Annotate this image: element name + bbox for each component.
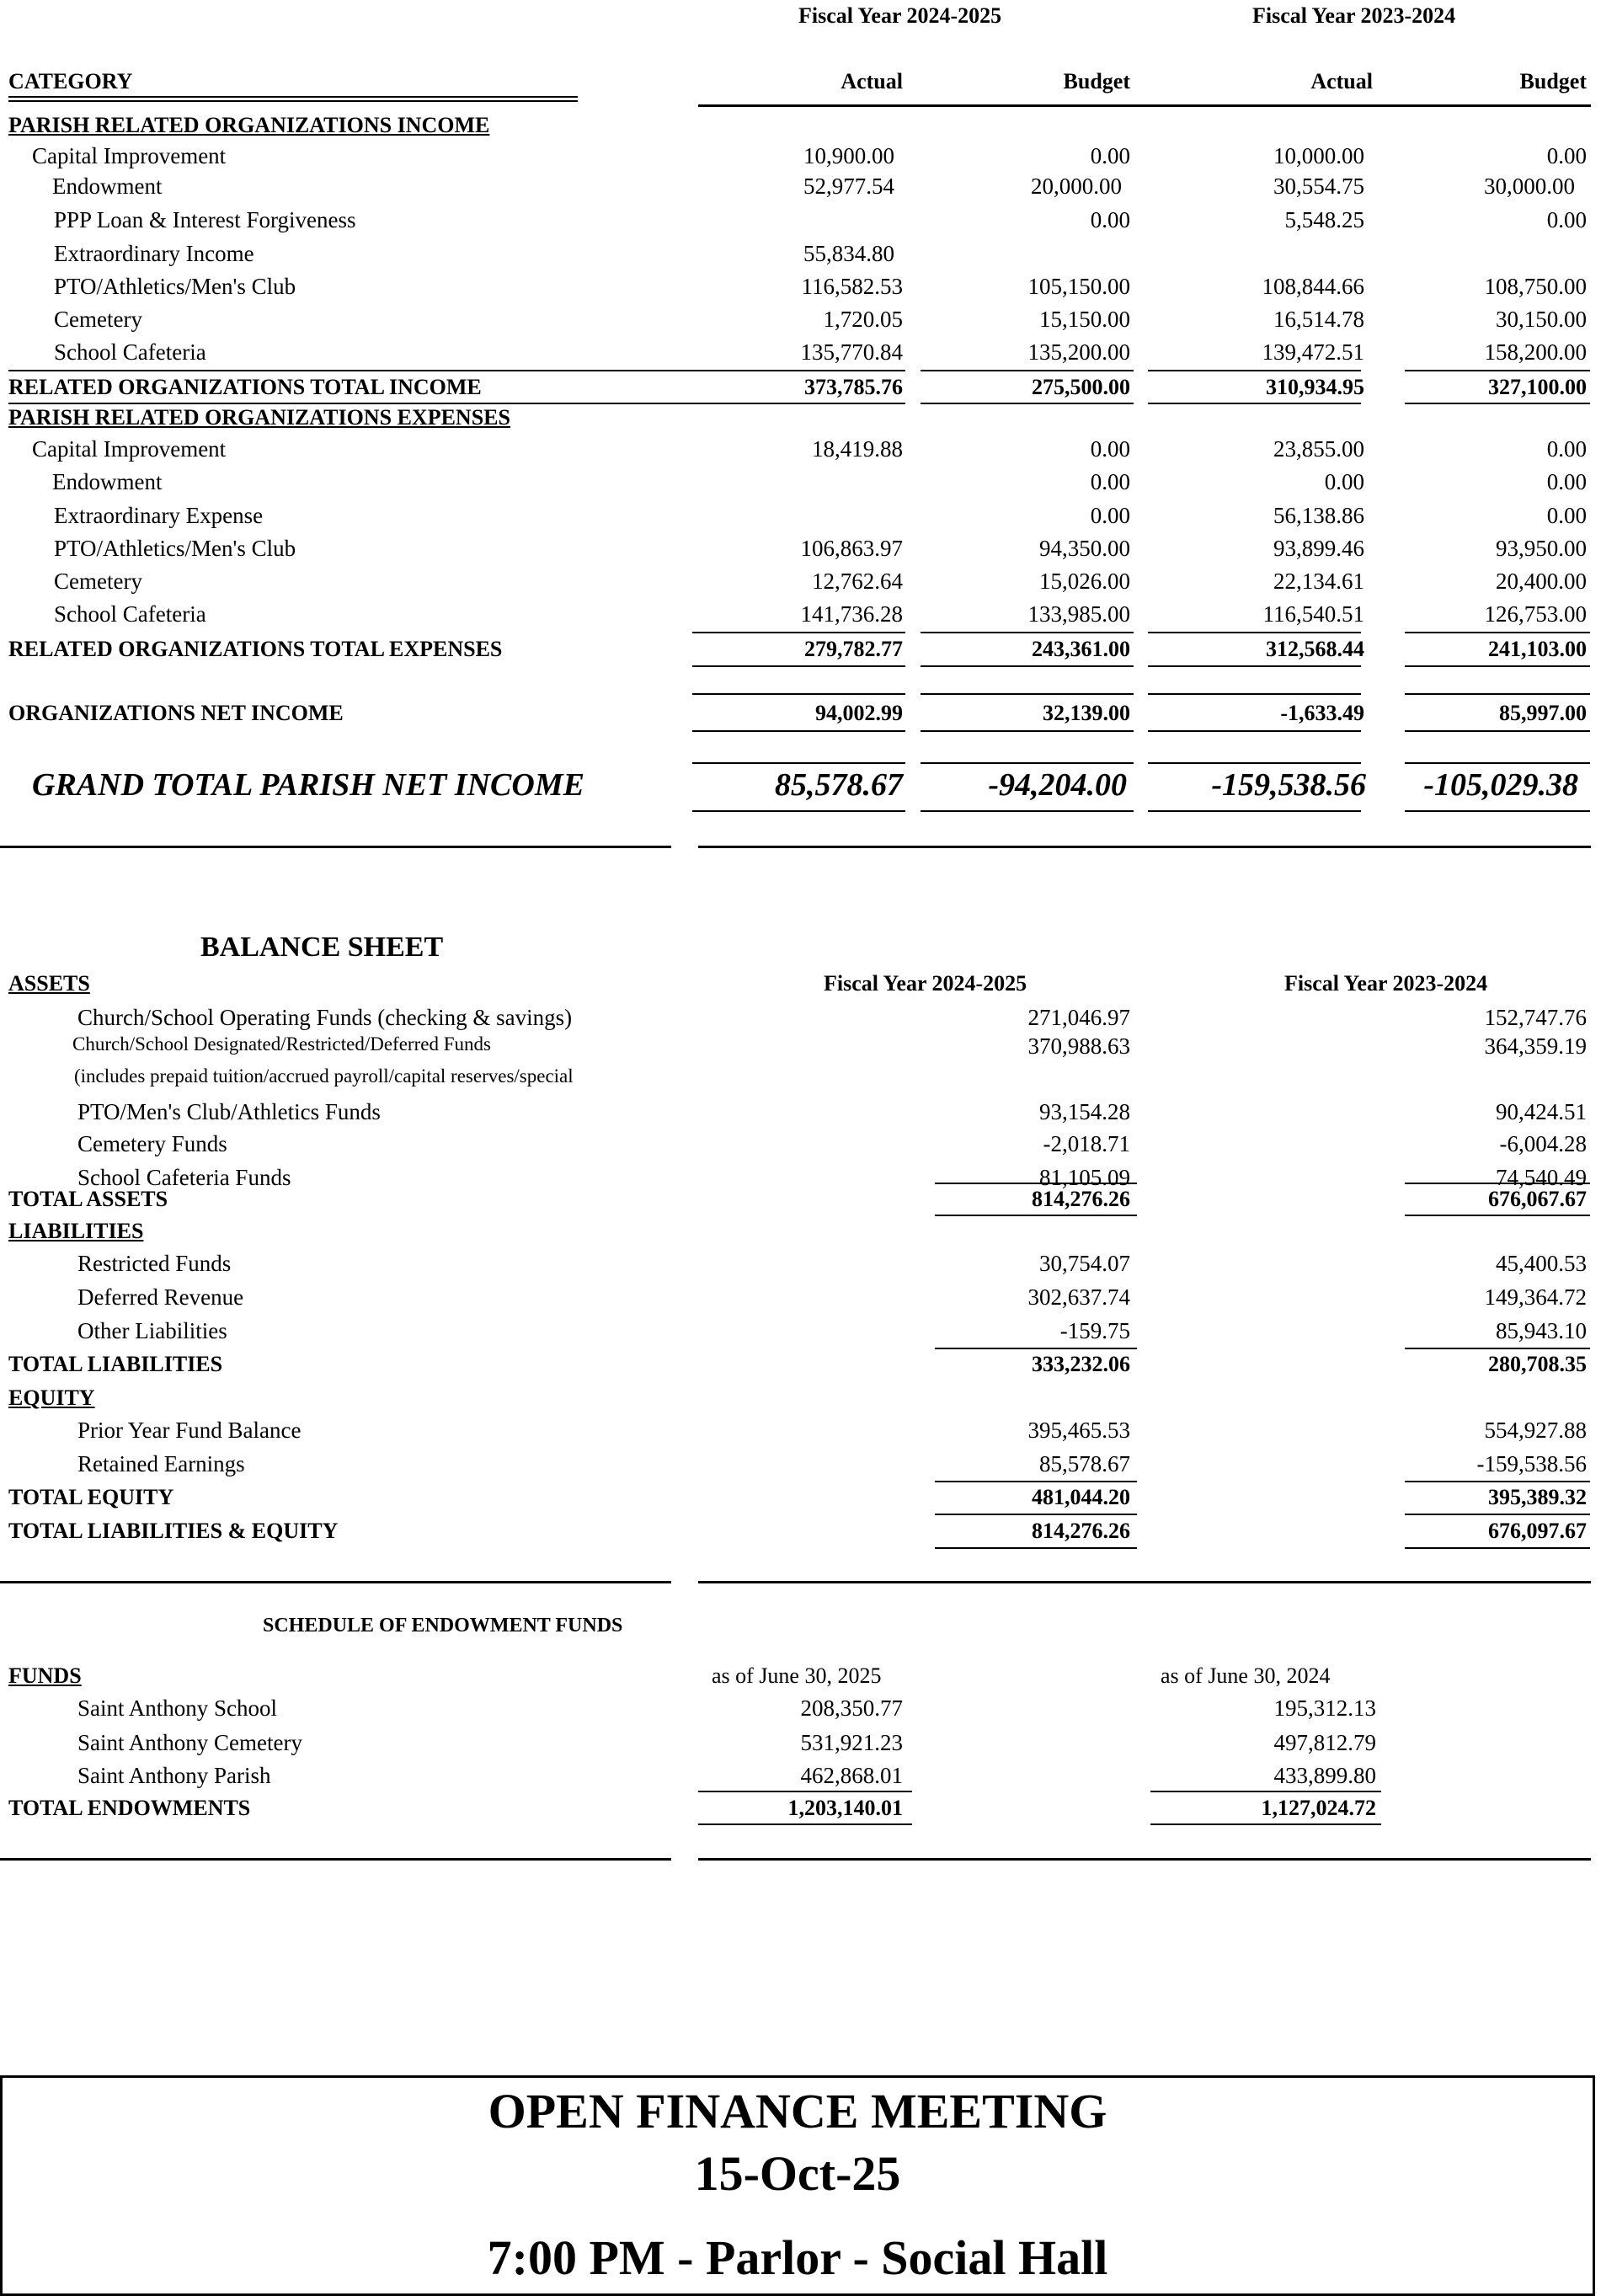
- actual-2024: 116,540.51: [1262, 601, 1364, 627]
- total-assets-label: TOTAL ASSETS: [8, 1187, 168, 1211]
- income-total-rule-3: [1148, 370, 1361, 371]
- actual-2025-header: Actual: [841, 69, 903, 93]
- total-le-2025: 814,276.26: [1032, 1519, 1130, 1543]
- endow-total-rule-2: [1150, 1791, 1381, 1792]
- value-2024: 74,540.49: [1496, 1165, 1587, 1190]
- header-rule: [698, 104, 1591, 107]
- actual-2024: 139,472.51: [1262, 339, 1364, 365]
- total-endow-2024: 1,127,024.72: [1261, 1796, 1376, 1820]
- grand-rule-bottom-1: [692, 810, 905, 812]
- expense-total-bottom-3: [1148, 665, 1361, 667]
- grand-actual-2024: -159,538.56: [1211, 767, 1366, 803]
- grand-rule-bottom-2: [921, 810, 1134, 812]
- value-2024: 554,927.88: [1484, 1418, 1587, 1443]
- value-2025: 271,046.97: [1027, 1005, 1130, 1030]
- expense-total-rule-3: [1148, 632, 1361, 633]
- value-2025: 93,154.28: [1039, 1099, 1130, 1124]
- total-endowments-label: TOTAL ENDOWMENTS: [8, 1796, 251, 1820]
- row-label: Restricted Funds: [77, 1251, 232, 1276]
- row-label: Saint Anthony Cemetery: [77, 1730, 302, 1755]
- net-actual-2024: -1,633.49: [1280, 701, 1364, 725]
- net-income-label: ORGANIZATIONS NET INCOME: [8, 701, 344, 725]
- row-label: (includes prepaid tuition/accrued payroll/capital reserves/special: [74, 1065, 574, 1087]
- income-total-rule-2: [921, 370, 1134, 371]
- expense-total-actual-2025: 279,782.77: [804, 637, 903, 661]
- total-equity-label: TOTAL EQUITY: [8, 1485, 174, 1509]
- budget-2025: 135,200.00: [1027, 339, 1130, 365]
- le-total-bottom-1: [935, 1547, 1137, 1549]
- assets-total-rule-1: [935, 1183, 1137, 1184]
- budget-2024: 108,750.00: [1484, 274, 1587, 299]
- value-2025: 395,465.53: [1027, 1418, 1130, 1443]
- income-total-bottom-label: [8, 403, 699, 404]
- value-2024: 85,943.10: [1496, 1318, 1587, 1343]
- actual-2024: 108,844.66: [1262, 274, 1364, 299]
- expenses-section-title: PARISH RELATED ORGANIZATIONS EXPENSES: [8, 405, 510, 430]
- total-equity-2025: 481,044.20: [1032, 1485, 1130, 1509]
- row-label: Capital Improvement: [32, 436, 227, 462]
- value-2024: 497,812.79: [1273, 1730, 1376, 1755]
- income-total-budget-2025: 275,500.00: [1032, 375, 1130, 399]
- budget-2025: 15,026.00: [1039, 569, 1130, 594]
- equity-title: EQUITY: [8, 1386, 95, 1410]
- liabilities-title: LIABILITIES: [8, 1219, 144, 1243]
- row-label: School Cafeteria: [54, 601, 206, 627]
- grand-rule-top-4: [1405, 762, 1590, 764]
- row-label: PTO/Athletics/Men's Club: [54, 536, 296, 561]
- net-rule-bottom-4: [1405, 730, 1590, 732]
- balance-sheet-title: BALANCE SHEET: [200, 932, 444, 963]
- net-actual-2025: 94,002.99: [815, 701, 903, 725]
- budget-2025: 0.00: [1090, 207, 1130, 232]
- expense-total-bottom-1: [692, 665, 905, 667]
- total-liabilities-label: TOTAL LIABILITIES: [8, 1352, 223, 1376]
- actual-2024: 30,554.75: [1273, 174, 1364, 199]
- row-label: Cemetery Funds: [77, 1131, 227, 1156]
- total-endow-2025: 1,203,140.01: [787, 1796, 903, 1820]
- total-liabilities-2025: 333,232.06: [1032, 1352, 1130, 1376]
- budget-2024: 0.00: [1546, 503, 1587, 528]
- value-2025: 208,350.77: [800, 1695, 903, 1721]
- endow-total-rule-1: [698, 1791, 912, 1792]
- assets-total-rule-2: [1405, 1183, 1590, 1184]
- liab-total-rule-2: [1405, 1348, 1590, 1349]
- value-2024: 45,400.53: [1496, 1251, 1587, 1276]
- value-2024: 149,364.72: [1484, 1284, 1587, 1310]
- budget-2025: 15,150.00: [1039, 307, 1130, 332]
- grand-budget-2024: -105,029.38: [1423, 767, 1578, 803]
- budget-2024: 126,753.00: [1484, 601, 1587, 627]
- expense-total-rule-1: [692, 632, 905, 633]
- row-label: Extraordinary Income: [54, 241, 254, 266]
- endow-total-bottom-2: [1150, 1823, 1381, 1825]
- endow-col-2025: as of June 30, 2025: [712, 1663, 882, 1688]
- value-2024: 152,747.76: [1484, 1005, 1587, 1030]
- actual-2025: 135,770.84: [800, 339, 903, 365]
- value-2024: 433,899.80: [1273, 1763, 1376, 1788]
- budget-2025: 0.00: [1090, 143, 1130, 168]
- value-2024: -6,004.28: [1499, 1131, 1587, 1156]
- row-label: PTO/Athletics/Men's Club: [54, 274, 296, 299]
- fy-2023-2024-header: Fiscal Year 2023-2024: [1252, 3, 1456, 28]
- value-2025: -159.75: [1059, 1318, 1130, 1343]
- budget-2025: 105,150.00: [1027, 274, 1130, 299]
- income-total-actual-2024: 310,934.95: [1266, 375, 1364, 399]
- meeting-title: OPEN FINANCE MEETING: [488, 2084, 1107, 2138]
- actual-2025: 55,834.80: [803, 241, 894, 266]
- le-total-rule-1: [935, 1514, 1137, 1515]
- grand-rule-top-3: [1148, 762, 1361, 764]
- net-rule-top-3: [1148, 693, 1361, 695]
- income-total-rule-4: [1405, 370, 1590, 371]
- row-label: School Cafeteria: [54, 339, 206, 365]
- budget-2024: 158,200.00: [1484, 339, 1587, 365]
- meeting-time-location: 7:00 PM - Parlor - Social Hall: [487, 2230, 1108, 2285]
- budget-2024: 0.00: [1546, 436, 1587, 462]
- expense-total-budget-2024: 241,103.00: [1488, 637, 1587, 661]
- actual-2025: 12,762.64: [812, 569, 903, 594]
- actual-2024: 0.00: [1324, 469, 1364, 494]
- actual-2025: 106,863.97: [800, 536, 903, 561]
- actual-2025: 116,582.53: [801, 274, 903, 299]
- income-total-actual-2025: 373,785.76: [804, 375, 903, 399]
- budget-2025: 133,985.00: [1027, 601, 1130, 627]
- grand-total-label: GRAND TOTAL PARISH NET INCOME: [32, 767, 584, 803]
- row-label: Church/School Designated/Restricted/Deferred Funds: [72, 1033, 491, 1055]
- row-label: Other Liabilities: [77, 1318, 227, 1343]
- total-le-2024: 676,097.67: [1488, 1519, 1587, 1543]
- row-label: PTO/Men's Club/Athletics Funds: [77, 1099, 381, 1124]
- budget-2024: 0.00: [1546, 469, 1587, 494]
- grand-actual-2025: 85,578.67: [775, 767, 903, 803]
- row-label: Extraordinary Expense: [54, 503, 264, 528]
- net-budget-2024: 85,997.00: [1499, 701, 1587, 725]
- row-label: Deferred Revenue: [77, 1284, 244, 1310]
- income-total-budget-2024: 327,100.00: [1488, 375, 1587, 399]
- equity-total-rule-2: [1405, 1481, 1590, 1482]
- actual-2024: 5,548.25: [1284, 207, 1364, 232]
- net-rule-bottom-1: [692, 730, 905, 732]
- funds-label: FUNDS: [8, 1663, 82, 1688]
- value-2025: 531,921.23: [800, 1730, 903, 1755]
- row-label: Prior Year Fund Balance: [77, 1418, 302, 1443]
- value-2025: 30,754.07: [1039, 1251, 1130, 1276]
- value-2024: 364,359.19: [1484, 1033, 1587, 1059]
- grand-rule-bottom-4: [1405, 810, 1590, 812]
- assets-total-bottom-2: [1405, 1215, 1590, 1216]
- endow-total-bottom-1: [698, 1823, 912, 1825]
- budget-2024: 20,400.00: [1496, 569, 1587, 594]
- value-2025: 85,578.67: [1039, 1451, 1130, 1476]
- actual-2024: 10,000.00: [1273, 143, 1364, 168]
- grand-rule-bottom-3: [1148, 810, 1361, 812]
- value-2025: 462,868.01: [800, 1763, 903, 1788]
- liab-total-rule-1: [935, 1348, 1137, 1349]
- category-underline-1: [8, 96, 578, 98]
- income-total-label: RELATED ORGANIZATIONS TOTAL INCOME: [8, 375, 482, 399]
- endow-col-2024: as of June 30, 2024: [1161, 1663, 1331, 1688]
- total-assets-2025: 814,276.26: [1032, 1187, 1130, 1211]
- grand-rule-top-2: [921, 762, 1134, 764]
- le-total-bottom-2: [1405, 1547, 1590, 1549]
- budget-2024: 93,950.00: [1496, 536, 1587, 561]
- budget-2024: 30,150.00: [1496, 307, 1587, 332]
- endow-divider-right: [698, 1858, 1591, 1861]
- budget-2025: 94,350.00: [1039, 536, 1130, 561]
- le-total-rule-2: [1405, 1514, 1590, 1515]
- budget-2024-header: Budget: [1519, 69, 1587, 93]
- value-2025: 302,637.74: [1027, 1284, 1130, 1310]
- value-2025: 81,105.09: [1039, 1165, 1130, 1190]
- actual-2025: 52,977.54: [803, 174, 894, 199]
- grand-rule-top-1: [692, 762, 905, 764]
- budget-2024: 0.00: [1546, 143, 1587, 168]
- income-total-rule-1: [692, 370, 905, 371]
- category-underline-2: [8, 100, 578, 102]
- row-label: Endowment: [52, 174, 163, 199]
- category-header: CATEGORY: [8, 69, 133, 93]
- balance-divider-right: [698, 1581, 1591, 1583]
- finance-meeting-box: [0, 2075, 1595, 2296]
- net-rule-top-4: [1405, 693, 1590, 695]
- balance-divider-left: [0, 1581, 671, 1583]
- budget-2025-header: Budget: [1063, 69, 1130, 93]
- actual-2024-header: Actual: [1310, 69, 1373, 93]
- equity-total-rule-1: [935, 1481, 1137, 1482]
- actual-2024: 22,134.61: [1273, 569, 1364, 594]
- actual-2024: 23,855.00: [1273, 436, 1364, 462]
- section-divider-left: [0, 846, 671, 848]
- budget-2025: 0.00: [1090, 503, 1130, 528]
- net-rule-top-1: [692, 693, 905, 695]
- income-section-title: PARISH RELATED ORGANIZATIONS INCOME: [8, 113, 490, 137]
- expense-total-rule-4: [1405, 632, 1590, 633]
- row-label: Cemetery: [54, 569, 142, 594]
- net-budget-2025: 32,139.00: [1043, 701, 1130, 725]
- row-label: Saint Anthony Parish: [77, 1763, 271, 1788]
- assets-total-bottom-1: [935, 1215, 1137, 1216]
- income-total-rule-label: [8, 370, 699, 371]
- row-label: Capital Improvement: [32, 143, 227, 168]
- endowment-title: SCHEDULE OF ENDOWMENT FUNDS: [263, 1615, 623, 1637]
- section-divider-right: [698, 846, 1591, 848]
- fy-2024-2025-header: Fiscal Year 2024-2025: [798, 3, 1002, 28]
- net-rule-bottom-3: [1148, 730, 1361, 732]
- row-label: PPP Loan & Interest Forgiveness: [54, 207, 356, 232]
- income-total-bottom-2: [921, 403, 1134, 404]
- value-2025: 370,988.63: [1027, 1033, 1130, 1059]
- actual-2024: 93,899.46: [1273, 536, 1364, 561]
- grand-budget-2025: -94,204.00: [988, 767, 1127, 803]
- value-2024: 195,312.13: [1273, 1695, 1376, 1721]
- income-total-bottom-3: [1148, 403, 1361, 404]
- budget-2025: 20,000.00: [1031, 174, 1122, 199]
- expense-total-label: RELATED ORGANIZATIONS TOTAL EXPENSES: [8, 637, 503, 661]
- expense-total-rule-2: [921, 632, 1134, 633]
- value-2024: 90,424.51: [1496, 1099, 1587, 1124]
- expense-total-budget-2025: 243,361.00: [1032, 637, 1130, 661]
- row-label: Endowment: [52, 469, 163, 494]
- actual-2025: 1,720.05: [823, 307, 903, 332]
- expense-total-bottom-2: [921, 665, 1134, 667]
- row-label: Saint Anthony School: [77, 1695, 278, 1721]
- total-equity-2024: 395,389.32: [1488, 1485, 1587, 1509]
- actual-2025: 141,736.28: [800, 601, 903, 627]
- budget-2024: 30,000.00: [1484, 174, 1575, 199]
- budget-2025: 0.00: [1090, 436, 1130, 462]
- budget-2024: 0.00: [1546, 207, 1587, 232]
- income-total-bottom-4: [1405, 403, 1590, 404]
- assets-title: ASSETS: [8, 971, 90, 996]
- net-rule-bottom-2: [921, 730, 1134, 732]
- row-label: Cemetery: [54, 307, 142, 332]
- row-label: Retained Earnings: [77, 1451, 245, 1476]
- balance-fy-2023-2024: Fiscal Year 2023-2024: [1284, 971, 1488, 996]
- total-assets-2024: 676,067.67: [1488, 1187, 1587, 1211]
- expense-total-actual-2024: 312,568.44: [1266, 637, 1364, 661]
- total-le-label: TOTAL LIABILITIES & EQUITY: [8, 1519, 339, 1543]
- actual-2025: 18,419.88: [812, 436, 903, 462]
- endow-divider-left: [0, 1858, 671, 1861]
- value-2025: -2,018.71: [1043, 1131, 1130, 1156]
- balance-fy-2024-2025: Fiscal Year 2024-2025: [824, 971, 1027, 996]
- net-rule-top-2: [921, 693, 1134, 695]
- actual-2024: 56,138.86: [1273, 503, 1364, 528]
- income-total-bottom-1: [692, 403, 905, 404]
- actual-2024: 16,514.78: [1273, 307, 1364, 332]
- budget-2025: 0.00: [1090, 469, 1130, 494]
- expense-total-bottom-4: [1405, 665, 1590, 667]
- total-liabilities-2024: 280,708.35: [1488, 1352, 1587, 1376]
- actual-2025: 10,900.00: [803, 143, 894, 168]
- row-label: Church/School Operating Funds (checking & savings): [77, 1005, 573, 1030]
- value-2024: -159,538.56: [1476, 1451, 1587, 1476]
- row-label: School Cafeteria Funds: [77, 1165, 291, 1190]
- meeting-date: 15-Oct-25: [694, 2146, 901, 2201]
